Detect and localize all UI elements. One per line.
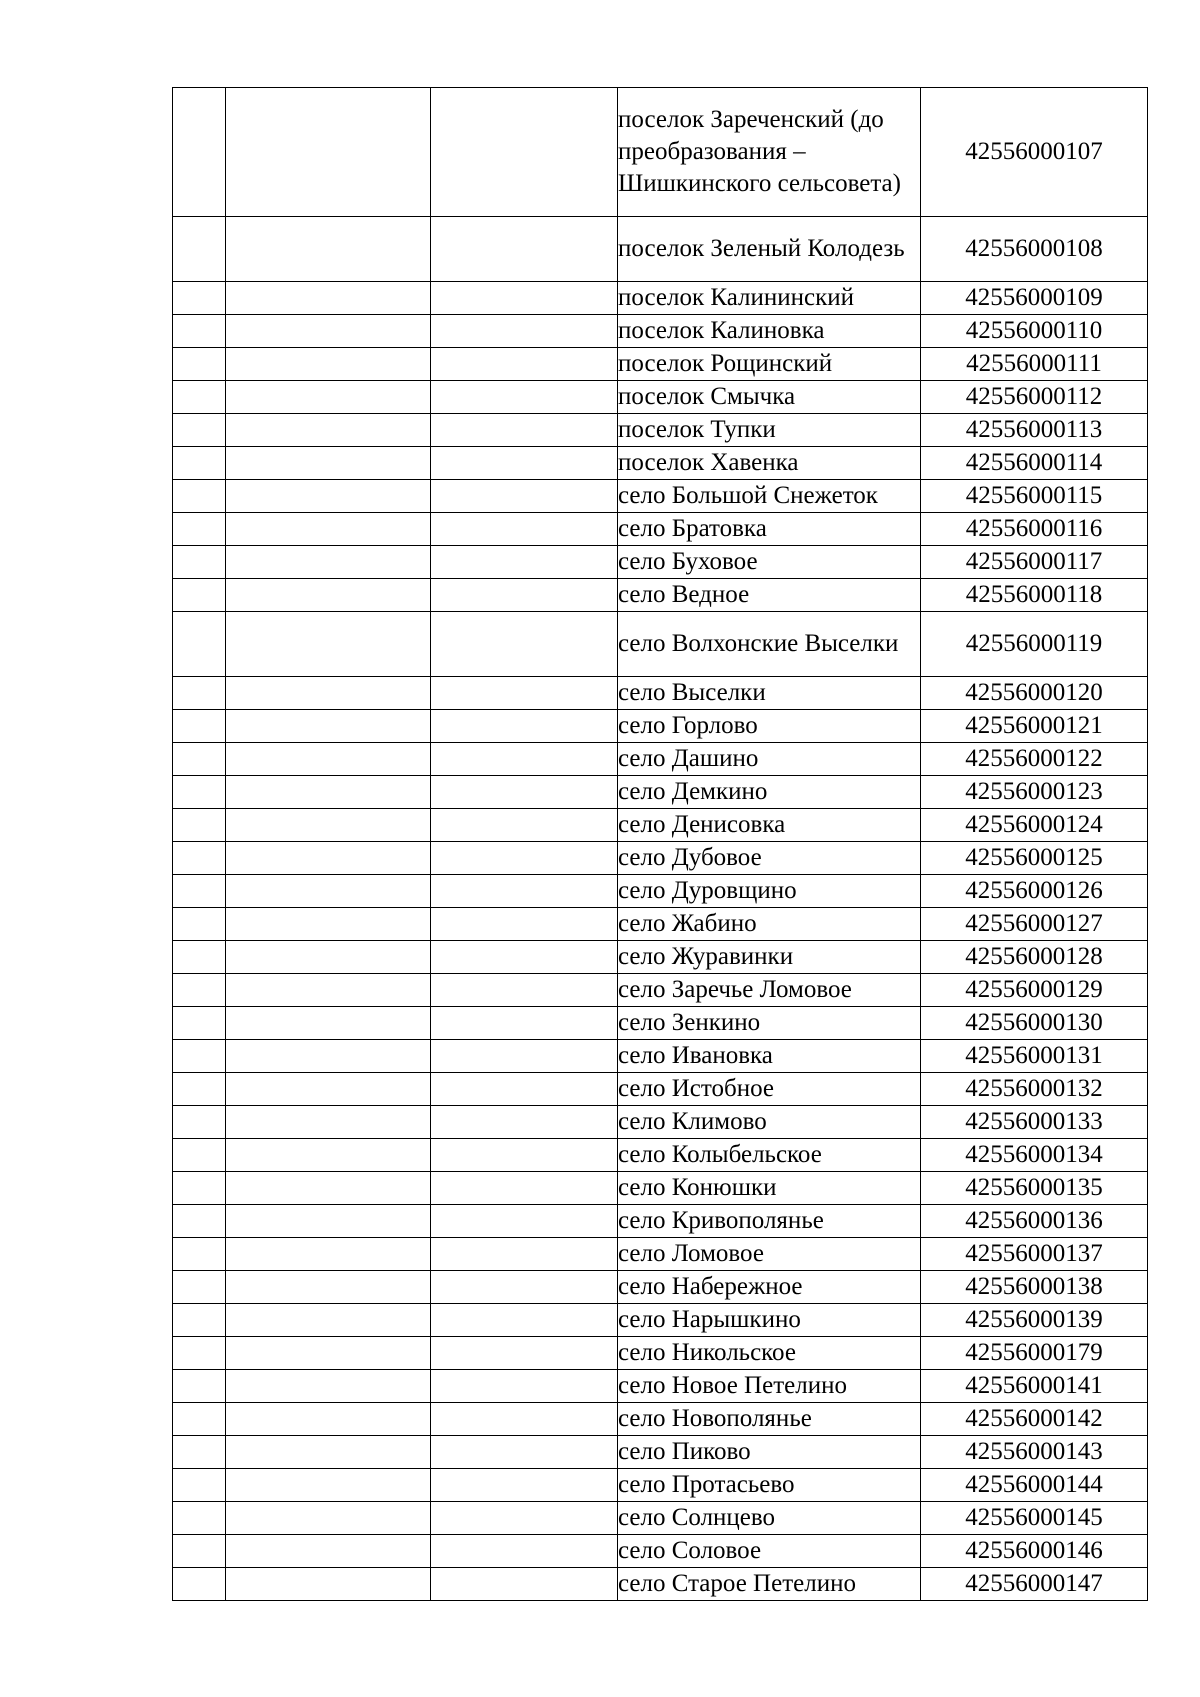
empty-cell <box>173 941 226 974</box>
empty-cell <box>226 710 431 743</box>
empty-cell <box>173 842 226 875</box>
table-row <box>173 1007 1148 1040</box>
settlement-name: село Братовка <box>618 513 921 546</box>
empty-cell <box>431 414 618 447</box>
table-row <box>173 612 1148 677</box>
settlement-name: село Протасьево <box>618 1469 921 1502</box>
empty-cell <box>226 1238 431 1271</box>
settlement-name: село Дашино <box>618 743 921 776</box>
oktmo-code: 42556000137 <box>921 1238 1148 1271</box>
table-row <box>173 546 1148 579</box>
table-row <box>173 414 1148 447</box>
table-row <box>173 447 1148 480</box>
empty-cell <box>431 974 618 1007</box>
oktmo-code: 42556000125 <box>921 842 1148 875</box>
table-row <box>173 1238 1148 1271</box>
settlement-name: село Зенкино <box>618 1007 921 1040</box>
oktmo-code: 42556000110 <box>921 315 1148 348</box>
empty-cell <box>431 88 618 217</box>
empty-cell <box>431 941 618 974</box>
settlement-name: село Пиково <box>618 1436 921 1469</box>
empty-cell <box>431 1007 618 1040</box>
empty-cell <box>226 941 431 974</box>
empty-cell <box>226 282 431 315</box>
table-row <box>173 743 1148 776</box>
settlement-name: село Ломовое <box>618 1238 921 1271</box>
table-row <box>173 908 1148 941</box>
empty-cell <box>226 1403 431 1436</box>
empty-cell <box>173 1106 226 1139</box>
empty-cell <box>226 447 431 480</box>
empty-cell <box>431 513 618 546</box>
empty-cell <box>226 1271 431 1304</box>
empty-cell <box>226 579 431 612</box>
settlement-name: село Набережное <box>618 1271 921 1304</box>
settlement-name: село Буховое <box>618 546 921 579</box>
table-row <box>173 480 1148 513</box>
empty-cell <box>226 809 431 842</box>
empty-cell <box>226 1139 431 1172</box>
settlement-name: поселок Тупки <box>618 414 921 447</box>
table-row <box>173 842 1148 875</box>
table-row <box>173 1040 1148 1073</box>
empty-cell <box>173 1436 226 1469</box>
empty-cell <box>431 1139 618 1172</box>
empty-cell <box>226 677 431 710</box>
empty-cell <box>173 776 226 809</box>
table-row <box>173 1403 1148 1436</box>
settlement-name: село Старое Петелино <box>618 1568 921 1601</box>
settlement-name: село Заречье Ломовое <box>618 974 921 1007</box>
oktmo-code: 42556000119 <box>921 612 1148 677</box>
empty-cell <box>226 1469 431 1502</box>
settlement-name: поселок Зареченский (до преобразования – Шишкинского сельсовета) <box>618 88 921 217</box>
empty-cell <box>226 1007 431 1040</box>
empty-cell <box>226 315 431 348</box>
settlement-name: село Ведное <box>618 579 921 612</box>
settlements-table-body <box>173 88 1148 1601</box>
empty-cell <box>431 1106 618 1139</box>
oktmo-code: 42556000126 <box>921 875 1148 908</box>
settlement-name: село Ивановка <box>618 1040 921 1073</box>
empty-cell <box>431 381 618 414</box>
table-row <box>173 710 1148 743</box>
settlement-name: село Нарышкино <box>618 1304 921 1337</box>
settlement-name: поселок Зеленый Колодезь <box>618 217 921 282</box>
settlement-name: село Истобное <box>618 1073 921 1106</box>
settlement-name: поселок Калиновка <box>618 315 921 348</box>
table-row <box>173 974 1148 1007</box>
empty-cell <box>431 1304 618 1337</box>
oktmo-code: 42556000113 <box>921 414 1148 447</box>
empty-cell <box>226 1568 431 1601</box>
empty-cell <box>173 1304 226 1337</box>
empty-cell <box>431 809 618 842</box>
table-row <box>173 1502 1148 1535</box>
empty-cell <box>431 743 618 776</box>
settlement-name: село Жабино <box>618 908 921 941</box>
settlement-name: село Никольское <box>618 1337 921 1370</box>
oktmo-code: 42556000134 <box>921 1139 1148 1172</box>
empty-cell <box>226 776 431 809</box>
oktmo-code: 42556000146 <box>921 1535 1148 1568</box>
settlement-name: село Журавинки <box>618 941 921 974</box>
table-row <box>173 381 1148 414</box>
table-row <box>173 776 1148 809</box>
oktmo-code: 42556000147 <box>921 1568 1148 1601</box>
empty-cell <box>226 842 431 875</box>
empty-cell <box>431 348 618 381</box>
empty-cell <box>431 1238 618 1271</box>
empty-cell <box>173 1337 226 1370</box>
empty-cell <box>173 1535 226 1568</box>
oktmo-code: 42556000121 <box>921 710 1148 743</box>
empty-cell <box>173 480 226 513</box>
empty-cell <box>173 513 226 546</box>
empty-cell <box>431 447 618 480</box>
empty-cell <box>173 1469 226 1502</box>
empty-cell <box>173 612 226 677</box>
empty-cell <box>173 875 226 908</box>
empty-cell <box>173 447 226 480</box>
settlement-name: село Дуровщино <box>618 875 921 908</box>
empty-cell <box>173 348 226 381</box>
empty-cell <box>173 974 226 1007</box>
empty-cell <box>226 1205 431 1238</box>
empty-cell <box>173 1271 226 1304</box>
empty-cell <box>173 809 226 842</box>
settlement-name: село Демкино <box>618 776 921 809</box>
empty-cell <box>431 612 618 677</box>
empty-cell <box>226 348 431 381</box>
settlement-name: село Новополянье <box>618 1403 921 1436</box>
settlement-name: село Волхонские Выселки <box>618 612 921 677</box>
empty-cell <box>431 1568 618 1601</box>
empty-cell <box>431 1535 618 1568</box>
oktmo-code: 42556000133 <box>921 1106 1148 1139</box>
empty-cell <box>431 776 618 809</box>
empty-cell <box>431 546 618 579</box>
empty-cell <box>226 974 431 1007</box>
empty-cell <box>226 1304 431 1337</box>
table-row <box>173 1139 1148 1172</box>
empty-cell <box>431 1172 618 1205</box>
empty-cell <box>226 1106 431 1139</box>
table-row <box>173 513 1148 546</box>
table-row <box>173 1106 1148 1139</box>
oktmo-code: 42556000111 <box>921 348 1148 381</box>
table-row <box>173 809 1148 842</box>
oktmo-code: 42556000107 <box>921 88 1148 217</box>
oktmo-code: 42556000122 <box>921 743 1148 776</box>
empty-cell <box>226 546 431 579</box>
table-row <box>173 1304 1148 1337</box>
empty-cell <box>173 1172 226 1205</box>
empty-cell <box>173 908 226 941</box>
oktmo-code: 42556000138 <box>921 1271 1148 1304</box>
empty-cell <box>226 414 431 447</box>
table-row <box>173 1568 1148 1601</box>
empty-cell <box>173 1040 226 1073</box>
settlement-name: село Новое Петелино <box>618 1370 921 1403</box>
oktmo-code: 42556000128 <box>921 941 1148 974</box>
empty-cell <box>226 1337 431 1370</box>
empty-cell <box>431 1403 618 1436</box>
empty-cell <box>226 381 431 414</box>
empty-cell <box>173 1403 226 1436</box>
empty-cell <box>431 908 618 941</box>
settlement-name: село Большой Снежеток <box>618 480 921 513</box>
empty-cell <box>173 1139 226 1172</box>
table-row <box>173 1370 1148 1403</box>
empty-cell <box>226 875 431 908</box>
empty-cell <box>431 579 618 612</box>
empty-cell <box>226 1370 431 1403</box>
empty-cell <box>173 677 226 710</box>
empty-cell <box>431 677 618 710</box>
settlement-name: село Солнцево <box>618 1502 921 1535</box>
empty-cell <box>226 1535 431 1568</box>
empty-cell <box>431 842 618 875</box>
oktmo-code: 42556000129 <box>921 974 1148 1007</box>
empty-cell <box>173 1073 226 1106</box>
oktmo-code: 42556000118 <box>921 579 1148 612</box>
oktmo-code: 42556000179 <box>921 1337 1148 1370</box>
oktmo-code: 42556000123 <box>921 776 1148 809</box>
settlement-name: село Соловое <box>618 1535 921 1568</box>
empty-cell <box>226 1073 431 1106</box>
settlement-name: село Климово <box>618 1106 921 1139</box>
table-row <box>173 1271 1148 1304</box>
table-row <box>173 677 1148 710</box>
oktmo-code: 42556000132 <box>921 1073 1148 1106</box>
oktmo-code: 42556000141 <box>921 1370 1148 1403</box>
oktmo-code: 42556000114 <box>921 447 1148 480</box>
table-row <box>173 1172 1148 1205</box>
empty-cell <box>173 1007 226 1040</box>
settlement-name: село Колыбельское <box>618 1139 921 1172</box>
empty-cell <box>226 1502 431 1535</box>
settlements-table <box>172 87 1148 1601</box>
table-row <box>173 88 1148 217</box>
empty-cell <box>226 1040 431 1073</box>
oktmo-code: 42556000136 <box>921 1205 1148 1238</box>
empty-cell <box>431 1271 618 1304</box>
empty-cell <box>173 1205 226 1238</box>
empty-cell <box>431 1469 618 1502</box>
settlement-name: село Выселки <box>618 677 921 710</box>
oktmo-code: 42556000127 <box>921 908 1148 941</box>
settlement-name: поселок Калининский <box>618 282 921 315</box>
table-row <box>173 875 1148 908</box>
table-row <box>173 1073 1148 1106</box>
settlement-name: село Кривополянье <box>618 1205 921 1238</box>
empty-cell <box>173 546 226 579</box>
oktmo-code: 42556000145 <box>921 1502 1148 1535</box>
empty-cell <box>431 1436 618 1469</box>
table-row <box>173 315 1148 348</box>
oktmo-code: 42556000112 <box>921 381 1148 414</box>
oktmo-code: 42556000108 <box>921 217 1148 282</box>
empty-cell <box>173 414 226 447</box>
table-row <box>173 1337 1148 1370</box>
empty-cell <box>173 217 226 282</box>
empty-cell <box>431 1370 618 1403</box>
settlement-name: село Дубовое <box>618 842 921 875</box>
oktmo-code: 42556000130 <box>921 1007 1148 1040</box>
oktmo-code: 42556000144 <box>921 1469 1148 1502</box>
empty-cell <box>431 710 618 743</box>
empty-cell <box>173 743 226 776</box>
empty-cell <box>431 315 618 348</box>
table-row <box>173 1469 1148 1502</box>
empty-cell <box>431 1040 618 1073</box>
settlement-name: село Денисовка <box>618 809 921 842</box>
empty-cell <box>226 612 431 677</box>
oktmo-code: 42556000139 <box>921 1304 1148 1337</box>
oktmo-code: 42556000115 <box>921 480 1148 513</box>
table-row <box>173 941 1148 974</box>
empty-cell <box>173 282 226 315</box>
empty-cell <box>226 908 431 941</box>
oktmo-code: 42556000131 <box>921 1040 1148 1073</box>
oktmo-code: 42556000142 <box>921 1403 1148 1436</box>
table-row <box>173 1535 1148 1568</box>
empty-cell <box>226 743 431 776</box>
empty-cell <box>173 1238 226 1271</box>
settlement-name: село Горлово <box>618 710 921 743</box>
empty-cell <box>173 1370 226 1403</box>
empty-cell <box>431 1502 618 1535</box>
empty-cell <box>431 1073 618 1106</box>
empty-cell <box>226 88 431 217</box>
empty-cell <box>226 480 431 513</box>
empty-cell <box>173 381 226 414</box>
empty-cell <box>173 579 226 612</box>
oktmo-code: 42556000120 <box>921 677 1148 710</box>
empty-cell <box>173 710 226 743</box>
table-row <box>173 348 1148 381</box>
settlement-name: поселок Хавенка <box>618 447 921 480</box>
empty-cell <box>431 1205 618 1238</box>
settlement-name: поселок Смычка <box>618 381 921 414</box>
empty-cell <box>226 1172 431 1205</box>
oktmo-code: 42556000117 <box>921 546 1148 579</box>
empty-cell <box>431 217 618 282</box>
table-row <box>173 217 1148 282</box>
empty-cell <box>173 1568 226 1601</box>
empty-cell <box>173 88 226 217</box>
empty-cell <box>173 1502 226 1535</box>
table-row <box>173 1436 1148 1469</box>
settlement-name: село Конюшки <box>618 1172 921 1205</box>
empty-cell <box>431 875 618 908</box>
empty-cell <box>226 1436 431 1469</box>
settlement-name: поселок Рощинский <box>618 348 921 381</box>
oktmo-code: 42556000109 <box>921 282 1148 315</box>
oktmo-code: 42556000124 <box>921 809 1148 842</box>
empty-cell <box>226 513 431 546</box>
oktmo-code: 42556000135 <box>921 1172 1148 1205</box>
oktmo-code: 42556000143 <box>921 1436 1148 1469</box>
empty-cell <box>431 282 618 315</box>
empty-cell <box>431 480 618 513</box>
table-row <box>173 579 1148 612</box>
table-row <box>173 282 1148 315</box>
empty-cell <box>226 217 431 282</box>
empty-cell <box>431 1337 618 1370</box>
empty-cell <box>173 315 226 348</box>
table-row <box>173 1205 1148 1238</box>
oktmo-code: 42556000116 <box>921 513 1148 546</box>
